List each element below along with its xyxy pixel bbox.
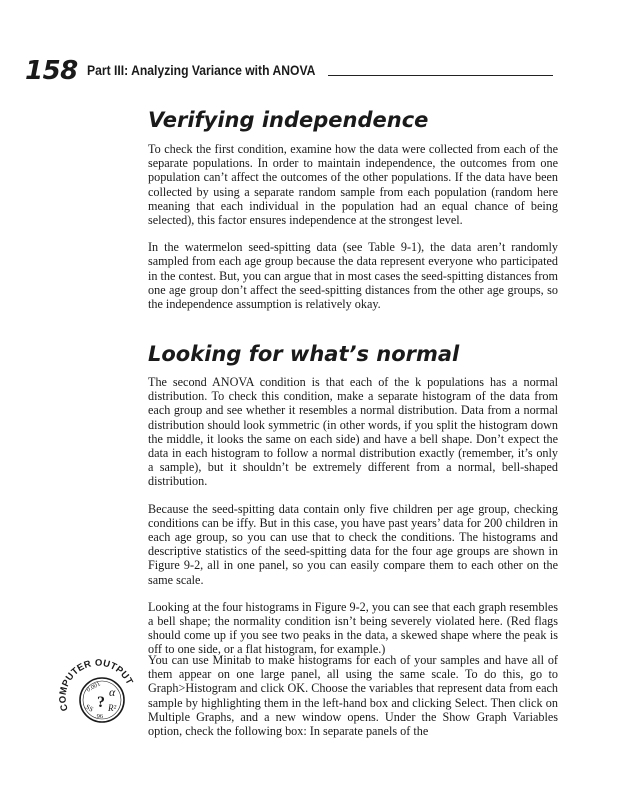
icon-inner-text: ?: [97, 694, 105, 711]
body-paragraph: Because the seed-spitting data contain only five children per age group, checking conditions can be iffy. But in this case, you have past years’ data for 200 children in each age group, so you can use that to check the conditions. The histograms and descriptive statistics of the seed-spitting data for the four age groups are shown in Figure 9-2, all in one panel, so you can easily compare them to each other on the same scale.: [148, 501, 558, 587]
technical-stuff-paragraph: [148, 653, 558, 738]
computer-output-icon: [57, 652, 139, 734]
body-paragraph: You can use Minitab to make histograms for each of your samples and have all of them appear on one large panel, all using the same scale. To do this, go to Graph>Histogram and click OK. Choose the variables that represent data from each sample by highlighting them in the left-hand box and clicking Select. Then click on Multiple Graphs, and a new window opens. Under the Show Graph Variables option, check the following box: In separate panels of the: [148, 653, 558, 739]
running-head: Part III: Analyzing Variance with ANOVA: [87, 63, 316, 78]
body-paragraph: To check the first condition, examine how the data were collected from each of the separate populations. In order to maintain independence, the outcomes from one population can’t affect the outcomes of the other populations. If the data have been collected by using a separate random sample from each population (random here meaning that each individual in the population had an equal chance of being selected), this factor ensures independence at the strongest level.: [148, 142, 558, 228]
body-paragraph: The second ANOVA condition is that each of the k populations has a normal distribution. To check this condition, make a separate histogram of the data from each group and see whether it resembles a normal distribution. Data from a normal distribution should look symmetric (in other words, if you split the histogram down the middle, it looks the same on each side) and have a bell shape. Don’t expect the data in each histogram to follow a normal distribution exactly (remember, it’s only a sample), but it shouldn’t be extremely different from a normal, bell-shaped distribution.: [148, 375, 558, 489]
body-paragraph: In the watermelon seed-spitting data (see Table 9-1), the data aren’t randomly sampled from each age group because the data represent everyone who participated in the contest. But, you can argue that in most cases the seed-spitting distances from one age group don’t affect the seed-spitting distances from the other age groups, so the independence assumption is relatively okay.: [148, 240, 558, 312]
icon-inner-text: SS: [84, 702, 95, 714]
page-number: 158: [25, 56, 78, 86]
section-verifying-independence: [148, 106, 558, 311]
icon-inner-text: α: [109, 685, 116, 699]
section-heading: Looking for what’s normal: [148, 342, 460, 366]
section-heading: Verifying independence: [148, 108, 429, 132]
icon-inner-text: .96: [95, 713, 104, 720]
page-header: [25, 55, 553, 87]
body-paragraph: Looking at the four histograms in Figure 9-2, you can see that each graph resembles a bell shape; the normality condition isn’t being severely violated here. (Red flags should come up if you see two peaks in the data, a skewed shape where the peak is off to one side, or a flat histogram, for example.): [148, 599, 558, 657]
icon-ring-text: COMPUTER OUTPUT: [57, 657, 135, 713]
section-looking-for-normal: [148, 340, 558, 657]
icon-inner-text: R²: [108, 703, 117, 713]
header-rule: [328, 75, 553, 76]
icon-inner-text: 0.001: [85, 680, 102, 694]
